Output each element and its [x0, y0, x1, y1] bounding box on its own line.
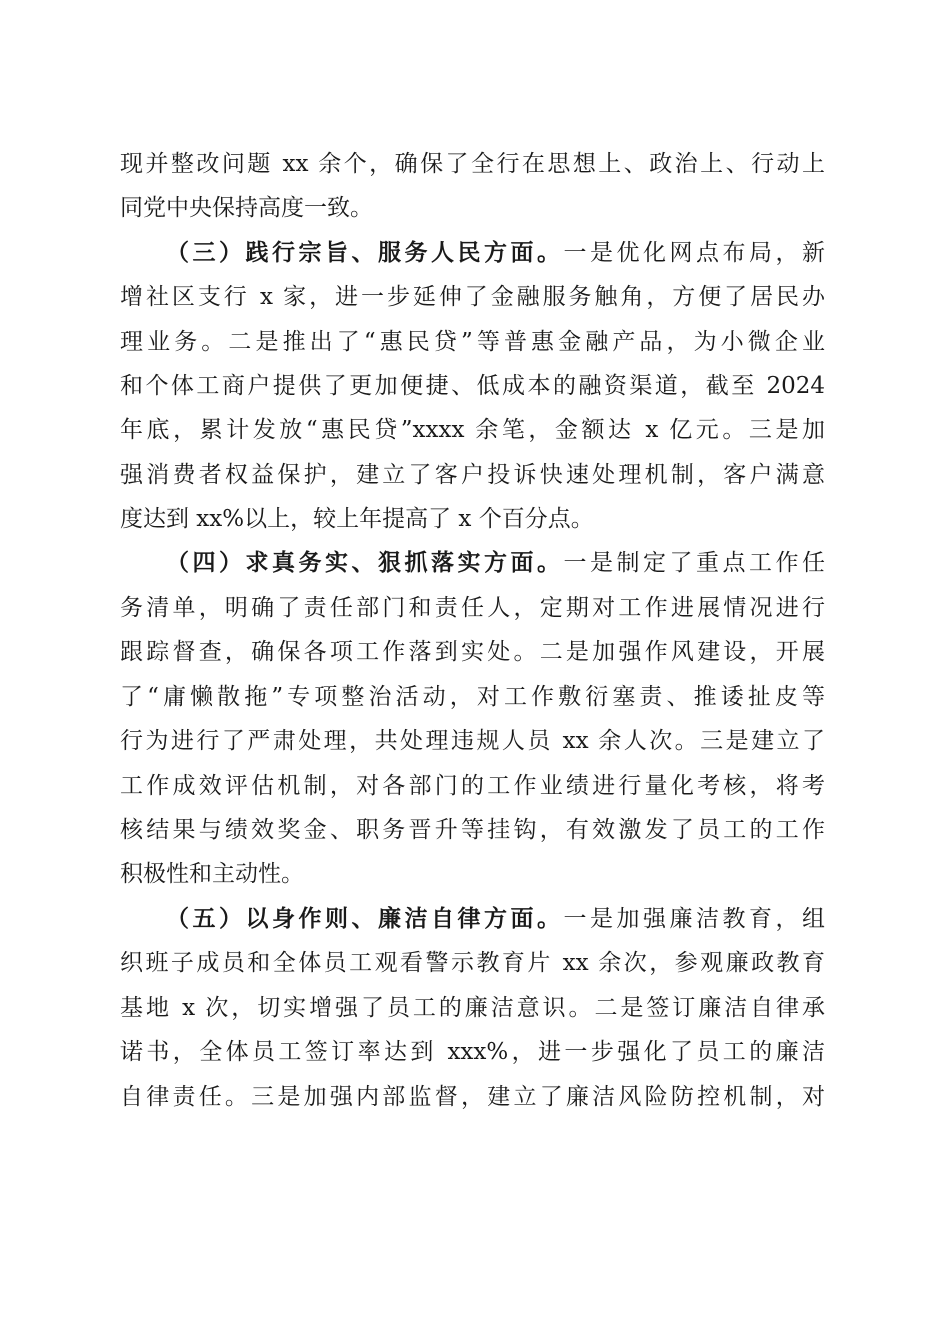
text-run: 一是优化网点布局，新: [563, 240, 825, 266]
text-line: 织班子成员和全体员工观看警示教育片 xx 余次，参观廉政教育: [120, 950, 825, 976]
text-line: 现并整改问题 xx 余个，确保了全行在思想上、政治上、行动上: [120, 151, 825, 177]
text-line: 诺书，全体员工签订率达到 xxx%，进一步强化了员工的廉洁: [120, 1039, 825, 1065]
text-line: 年底，累计发放“惠民贷”xxxx 余笔，金额达 x 亿元。三是加: [120, 417, 825, 443]
paragraph-first-line: [166, 897, 825, 941]
text-line: 工作成效评估机制，对各部门的工作业绩进行量化考核，将考: [120, 773, 825, 799]
section-heading: （四）求真务实、狠抓落实方面。: [166, 549, 564, 576]
paragraph-first-line: [166, 541, 825, 585]
section-heading: （三）践行宗旨、服务人民方面。: [166, 239, 564, 266]
text-run: 一是加强廉洁教育，组: [563, 906, 825, 932]
text-line: 理业务。二是推出了“惠民贷”等普惠金融产品，为小微企业: [120, 329, 825, 355]
section-heading: （五）以身作则、廉洁自律方面。: [166, 905, 564, 932]
text-line: 跟踪督查，确保各项工作落到实处。二是加强作风建设，开展: [120, 639, 825, 665]
text-line: 增社区支行 x 家，进一步延伸了金融服务触角，方便了居民办: [120, 284, 825, 310]
text-line: 务清单，明确了责任部门和责任人，定期对工作进展情况进行: [120, 595, 825, 621]
text-line: 度达到 xx%以上，较上年提高了 x 个百分点。: [120, 506, 594, 532]
text-line: 积极性和主动性。: [120, 861, 304, 887]
paragraph-first-line: [166, 231, 825, 275]
text-line: 核结果与绩效奖金、职务晋升等挂钩，有效激发了员工的工作: [120, 817, 825, 843]
text-line: 行为进行了严肃处理，共处理违规人员 xx 余人次。三是建立了: [120, 728, 825, 754]
text-line: 自律责任。三是加强内部监督，建立了廉洁风险防控机制，对: [120, 1084, 825, 1110]
text-run: 一是制定了重点工作任: [563, 550, 825, 576]
text-line: 和个体工商户提供了更加便捷、低成本的融资渠道，截至 2024: [120, 373, 825, 399]
text-line: 强消费者权益保护，建立了客户投诉快速处理机制，客户满意: [120, 462, 825, 488]
text-line: 同党中央保持高度一致。: [120, 195, 373, 221]
text-line: 了“庸懒散拖”专项整治活动，对工作敷衍塞责、推诿扯皮等: [120, 684, 825, 710]
text-line: 基地 x 次，切实增强了员工的廉洁意识。二是签订廉洁自律承: [120, 995, 825, 1021]
